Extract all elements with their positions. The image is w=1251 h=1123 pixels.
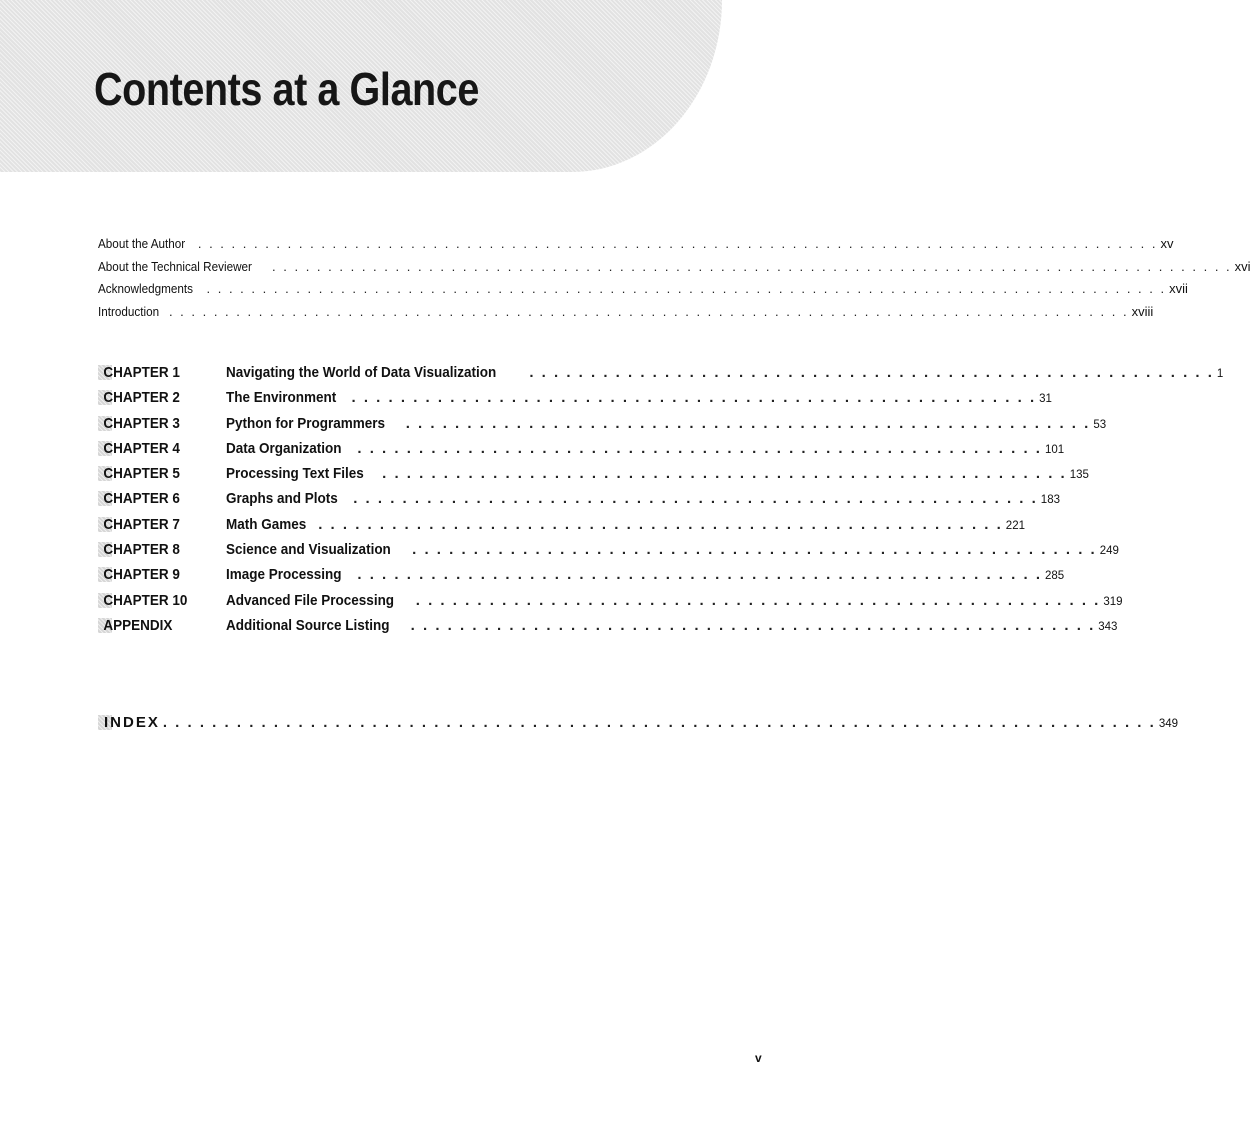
- chapter-page: 1: [1216, 368, 1224, 380]
- chapter-number: CHAPTER 4: [98, 440, 226, 457]
- toc-entry-about-author[interactable]: [98, 236, 1174, 259]
- dot-leader: . . . . . . . . . . . . . . . . . . . . . . . . . . . . . . . . . . . . . . . . . . . . . . . . . . . . . . . .: [357, 566, 1042, 584]
- dot-leader: . . . . . . . . . . . . . . . . . . . . . . . . . . . . . . . . . . . . . . . . . . . . . . . . . . . . . . . . . . . . . . . . . . . . . . . . . . . . . . . . . . . . . .: [197, 236, 1158, 251]
- front-matter-list: [98, 236, 1251, 327]
- toc-entry-page: xv: [1160, 236, 1174, 251]
- toc-entry-page: xvi: [1234, 258, 1251, 274]
- toc-entry-acknowledgments[interactable]: [98, 281, 1188, 304]
- toc-chapter-8[interactable]: [98, 541, 1119, 566]
- toc-entry-page: xvii: [1169, 281, 1188, 297]
- dot-leader: . . . . . . . . . . . . . . . . . . . . . . . . . . . . . . . . . . . . . . . . . . . . . . . . . . . . . . . .: [353, 490, 1038, 508]
- toc-entry-label: Acknowledgments: [98, 281, 193, 297]
- chapter-page: 319: [1103, 595, 1123, 608]
- chapter-number: CHAPTER 6: [98, 490, 226, 507]
- chapter-list: [98, 364, 1224, 642]
- chapter-title: Science and Visualization: [226, 541, 391, 559]
- toc-chapter-9[interactable]: [98, 566, 1065, 591]
- dot-leader: . . . . . . . . . . . . . . . . . . . . . . . . . . . . . . . . . . . . . . . . . . . . . . . . . . . . . . . .: [412, 541, 1097, 559]
- index-page: 349: [1158, 718, 1178, 730]
- chapter-title: Additional Source Listing: [226, 616, 390, 634]
- dot-leader: . . . . . . . . . . . . . . . . . . . . . . . . . . . . . . . . . . . . . . . . . . . . . . . . . . . . . . . .: [357, 439, 1042, 457]
- chapter-page: 343: [1098, 620, 1118, 633]
- chapter-page: 285: [1044, 570, 1065, 583]
- page-number: v: [755, 1051, 762, 1065]
- dot-leader: . . . . . . . . . . . . . . . . . . . . . . . . . . . . . . . . . . . . . . . . . . . . . . . . . . . . . . . .: [318, 515, 1003, 533]
- toc-chapter-4[interactable]: [98, 439, 1065, 465]
- toc-entry-introduction[interactable]: [98, 304, 1154, 327]
- chapter-title: The Environment: [226, 389, 337, 407]
- chapter-page: 221: [1005, 519, 1025, 532]
- page-title: Contents at a Glance: [94, 63, 479, 115]
- toc-chapter-10[interactable]: [98, 591, 1123, 617]
- chapter-page: 31: [1039, 393, 1052, 406]
- toc-chapter-5[interactable]: [98, 465, 1089, 490]
- toc-chapter-2[interactable]: [98, 389, 1052, 414]
- toc-entry-label: About the Author: [98, 236, 186, 251]
- toc-chapter-1[interactable]: [98, 364, 1224, 389]
- chapter-number: APPENDIX: [98, 617, 226, 634]
- toc-appendix[interactable]: [98, 616, 1118, 642]
- chapter-page: 135: [1069, 469, 1089, 482]
- dot-leader: . . . . . . . . . . . . . . . . . . . . . . . . . . . . . . . . . . . . . . . . . . . . . . . . . . . . . . . .: [382, 465, 1067, 483]
- dot-leader: . . . . . . . . . . . . . . . . . . . . . . . . . . . . . . . . . . . . . . . . . . . . . . . . . . . . . . . .: [410, 616, 1096, 634]
- chapter-number: CHAPTER 5: [98, 465, 226, 482]
- toc-entry-label: About the Technical Reviewer: [98, 258, 252, 274]
- chapter-number: CHAPTER 2: [98, 389, 226, 406]
- toc-entry-page: xviii: [1131, 304, 1154, 320]
- chapter-title: Python for Programmers: [226, 414, 386, 432]
- dot-leader: . . . . . . . . . . . . . . . . . . . . . . . . . . . . . . . . . . . . . . . . . . . . . . . . . . . . . . . .: [351, 389, 1037, 407]
- dot-leader: . . . . . . . . . . . . . . . . . . . . . . . . . . . . . . . . . . . . . . . . . . . . . . . . . . . . . . . .: [405, 414, 1091, 432]
- chapter-number: CHAPTER 3: [98, 415, 226, 432]
- chapter-page: 53: [1093, 418, 1107, 431]
- chapter-title: Graphs and Plots: [226, 490, 338, 508]
- chapter-title: Processing Text Files: [226, 465, 364, 483]
- chapter-title: Navigating the World of Data Visualization: [226, 364, 497, 381]
- chapter-title: Advanced File Processing: [226, 591, 395, 609]
- index-label: INDEX: [98, 714, 160, 731]
- dot-leader: . . . . . . . . . . . . . . . . . . . . . . . . . . . . . . . . . . . . . . . . . . . . . . . . . . . . . . . .: [529, 364, 1214, 381]
- dot-leader: . . . . . . . . . . . . . . . . . . . . . . . . . . . . . . . . . . . . . . . . . . . . . . . . . . . . . . . . . . . . . . . . . . . . . . . . . . . . . . . . . . . . . .: [206, 281, 1167, 297]
- toc-chapter-7[interactable]: [98, 515, 1025, 541]
- chapter-number: CHAPTER 1: [98, 364, 226, 381]
- dot-leader: . . . . . . . . . . . . . . . . . . . . . . . . . . . . . . . . . . . . . . . . . . . . . . . . . . . . . . . .: [415, 591, 1101, 609]
- chapter-number: CHAPTER 7: [98, 516, 226, 533]
- dot-leader: . . . . . . . . . . . . . . . . . . . . . . . . . . . . . . . . . . . . . . . . . . . . . . . . . . . . . . . . . . . . . . . . . . . . . . . . . . . . . . . . . . . . . .: [272, 258, 1232, 274]
- chapter-title: Data Organization: [226, 439, 342, 457]
- toc-chapter-6[interactable]: [98, 490, 1060, 515]
- toc-entry-label: Introduction: [98, 304, 160, 320]
- toc-chapter-3[interactable]: [98, 414, 1107, 440]
- chapter-page: 183: [1040, 494, 1060, 507]
- dot-leader: . . . . . . . . . . . . . . . . . . . . . . . . . . . . . . . . . . . . . . . . . . . . . . . . . . . . . . . . . . . . . . . . . . . . . . . . . . . . . . . . . . . . . .: [168, 304, 1129, 320]
- chapter-page: 249: [1099, 545, 1119, 558]
- chapter-number: CHAPTER 9: [98, 566, 226, 583]
- chapter-number: CHAPTER 8: [98, 541, 226, 558]
- toc-index[interactable]: [98, 714, 1178, 738]
- chapter-title: Image Processing: [226, 566, 342, 584]
- chapter-title: Math Games: [226, 515, 307, 533]
- chapter-page: 101: [1044, 443, 1065, 456]
- toc-entry-about-reviewer[interactable]: [98, 258, 1251, 282]
- chapter-number: CHAPTER 10: [98, 592, 226, 609]
- dot-leader: . . . . . . . . . . . . . . . . . . . . . . . . . . . . . . . . . . . . . . . . . . . . . . . . . . . . . . . . . . . . . . . . . . . . . . . . . . . . . . . . .: [162, 714, 1156, 731]
